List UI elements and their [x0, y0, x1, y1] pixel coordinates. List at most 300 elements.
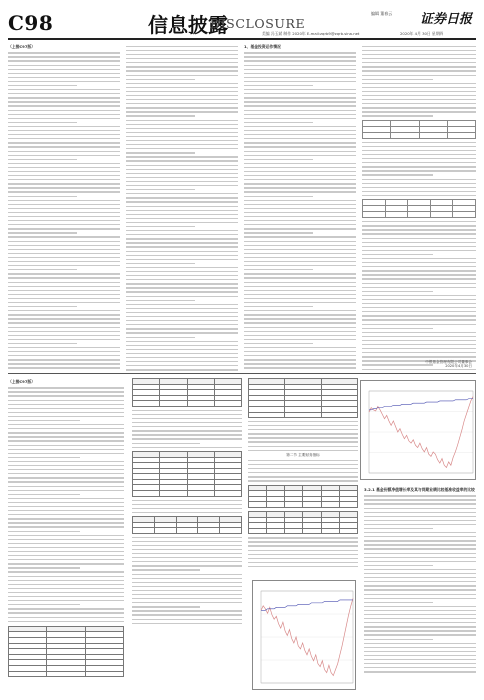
text-line [364, 606, 476, 607]
text-line [244, 257, 356, 258]
text-body [362, 46, 476, 117]
text-line [132, 594, 242, 595]
summary-table [362, 199, 476, 218]
text-line [362, 191, 476, 192]
text-line [126, 185, 238, 186]
text-line [132, 582, 242, 583]
text-line [244, 269, 313, 270]
text-body [8, 52, 120, 368]
upper-column-1 [8, 43, 120, 372]
text-line [244, 52, 356, 53]
page-header [0, 0, 484, 44]
text-line [364, 663, 476, 664]
text-line [244, 85, 313, 86]
text-body [248, 537, 358, 567]
text-line [126, 95, 238, 96]
text-line [8, 56, 120, 57]
column-lead: （上接C97版） [8, 379, 36, 384]
text-line [362, 233, 476, 234]
text-line [132, 553, 242, 554]
text-line [126, 304, 238, 305]
text-line [8, 269, 77, 270]
text-line [126, 177, 238, 178]
text-line [364, 569, 476, 570]
text-body [132, 410, 242, 448]
text-line [248, 566, 358, 567]
text-line [364, 577, 476, 578]
text-line [126, 271, 238, 272]
text-line [132, 574, 242, 575]
text-line [362, 162, 476, 163]
text-line [362, 150, 476, 151]
text-line [126, 128, 238, 129]
text-line [126, 312, 238, 313]
text-line [248, 550, 358, 551]
text-line [362, 278, 476, 279]
text-line [132, 557, 242, 558]
text-line [244, 277, 356, 278]
text-line [132, 541, 242, 542]
text-line [248, 441, 358, 442]
text-line [362, 54, 476, 55]
text-line [126, 279, 238, 280]
text-line [364, 524, 476, 525]
text-line [248, 437, 358, 438]
text-line [132, 426, 242, 427]
text-line [126, 83, 238, 84]
text-line [244, 167, 356, 168]
text-line [126, 275, 238, 276]
text-line [244, 175, 356, 176]
text-line [364, 598, 476, 599]
text-line [244, 196, 313, 197]
text-line [248, 421, 358, 422]
text-line [362, 115, 433, 116]
text-line [248, 558, 358, 559]
text-body [132, 537, 242, 624]
text-line [244, 294, 356, 295]
text-line [126, 255, 238, 256]
text-line [126, 136, 238, 137]
text-line [132, 598, 242, 599]
text-line [362, 307, 476, 308]
text-line [132, 565, 242, 566]
text-line [8, 175, 120, 176]
text-line [364, 626, 476, 627]
text-line [8, 612, 124, 613]
text-line [362, 287, 476, 288]
text-line [364, 639, 433, 640]
text-line [8, 253, 120, 254]
text-line [8, 453, 124, 454]
text-line [132, 586, 242, 587]
text-line [126, 349, 238, 350]
text-line [8, 163, 120, 164]
signature-line: 中银基金管理有限公司董事会 [425, 359, 472, 364]
text-line [8, 77, 120, 78]
text-line [362, 187, 476, 188]
text-line [8, 208, 120, 209]
text-line [8, 200, 120, 201]
text-line [244, 339, 356, 340]
text-line [132, 422, 242, 423]
text-line [364, 557, 476, 558]
text-line [132, 438, 242, 439]
text-line [126, 259, 238, 260]
text-line [8, 343, 77, 344]
lower-section [8, 378, 476, 692]
text-line [244, 310, 356, 311]
text-line [244, 302, 356, 303]
text-line [126, 267, 238, 268]
text-line [126, 70, 238, 71]
text-line [244, 77, 356, 78]
text-body [244, 52, 356, 368]
text-line [126, 54, 238, 55]
text-line [126, 332, 238, 333]
text-line [362, 179, 476, 180]
text-line [8, 105, 120, 106]
text-line [362, 95, 476, 96]
text-line [8, 359, 120, 360]
text-line [126, 218, 238, 219]
text-line [8, 584, 124, 585]
text-line [126, 320, 238, 321]
text-line [126, 238, 238, 239]
section-title-cn: 信息披露 [148, 13, 228, 37]
text-line [362, 315, 476, 316]
text-line [126, 124, 238, 125]
text-line [364, 614, 476, 615]
text-body [362, 221, 476, 372]
text-line [8, 555, 124, 556]
text-line [244, 306, 313, 307]
text-line [244, 122, 313, 123]
text-line [8, 355, 120, 356]
text-line [364, 528, 433, 529]
text-line [132, 561, 242, 562]
text-line [364, 634, 476, 635]
text-line [8, 335, 120, 336]
text-line [248, 460, 358, 461]
text-line [8, 551, 124, 552]
text-line [362, 311, 476, 312]
text-line [244, 282, 356, 283]
column-lead: （上接C97版） [8, 44, 36, 49]
text-line [8, 257, 120, 258]
text-line [8, 465, 124, 466]
signature-date: 2020年4月30日 [445, 363, 472, 368]
text-line [8, 306, 77, 307]
text-line [8, 118, 120, 119]
text-line [362, 166, 476, 167]
text-line [126, 357, 238, 358]
text-line [8, 224, 120, 225]
text-body [126, 46, 238, 371]
text-line [244, 298, 356, 299]
text-line [8, 563, 124, 564]
text-line [244, 130, 356, 131]
text-line [244, 105, 356, 106]
text-line [362, 258, 476, 259]
text-line [8, 151, 120, 152]
text-line [362, 174, 433, 175]
text-line [8, 621, 124, 622]
text-line [244, 265, 356, 266]
text-line [362, 91, 476, 92]
text-line [244, 327, 356, 328]
text-line [362, 319, 476, 320]
text-line [362, 250, 476, 251]
text-line [8, 130, 120, 131]
text-line [8, 494, 80, 495]
text-line [126, 46, 238, 47]
lower-column-1 [8, 378, 124, 692]
text-line [126, 189, 195, 190]
header-meta: 美编 冯玉斌 制作 2020年 E-mail:zqrb9@zqrb.sina.net [262, 31, 360, 36]
text-line [8, 518, 124, 519]
text-line [132, 610, 242, 611]
text-line [126, 169, 238, 170]
text-line [248, 541, 358, 542]
editor-credit: 编辑 董春云 [371, 11, 393, 16]
text-line [244, 286, 356, 287]
text-line [8, 60, 120, 61]
section-divider [8, 373, 476, 374]
text-line [8, 261, 120, 262]
text-line [8, 101, 120, 102]
text-line [8, 85, 77, 86]
text-line [132, 500, 242, 501]
text-line [126, 111, 238, 112]
text-line [244, 89, 356, 90]
text-line [132, 578, 242, 579]
text-line [362, 303, 476, 304]
text-line [244, 253, 356, 254]
text-line [244, 236, 356, 237]
text-line [126, 369, 238, 370]
text-line [8, 196, 77, 197]
holdings-table [8, 626, 124, 677]
text-line [364, 622, 476, 623]
text-line [362, 66, 476, 67]
text-line [244, 101, 356, 102]
text-line [248, 446, 358, 447]
text-line [126, 226, 195, 227]
text-line [362, 242, 476, 243]
text-line [126, 140, 238, 141]
text-body [248, 460, 358, 482]
text-line [132, 590, 242, 591]
text-line [362, 229, 476, 230]
text-line [362, 348, 476, 349]
text-line [126, 341, 238, 342]
text-line [362, 356, 476, 357]
text-line [8, 559, 124, 560]
text-line [244, 110, 356, 111]
issue-date: 2020年 4月 30日 星期四 [400, 31, 444, 36]
text-line [244, 187, 356, 188]
text-line [8, 73, 120, 74]
text-line [364, 581, 476, 582]
text-line [132, 447, 242, 448]
text-line [244, 208, 356, 209]
text-line [8, 212, 120, 213]
summary-table [362, 120, 476, 139]
text-line [364, 671, 476, 672]
text-line [126, 165, 238, 166]
text-line [364, 512, 476, 513]
text-line [244, 335, 356, 336]
text-line [364, 573, 476, 574]
text-line [8, 445, 124, 446]
text-line [244, 359, 356, 360]
text-line [8, 282, 120, 283]
text-line [248, 480, 358, 481]
text-line [8, 608, 124, 609]
text-line [244, 290, 356, 291]
text-line [364, 561, 476, 562]
text-line [8, 514, 124, 515]
signature-note [425, 360, 472, 368]
text-line [244, 69, 356, 70]
text-line [362, 283, 476, 284]
text-line [8, 449, 124, 450]
text-line [8, 363, 120, 364]
text-line [132, 549, 242, 550]
text-body [362, 142, 476, 196]
text-line [126, 242, 238, 243]
text-line [132, 512, 242, 513]
header-rule [8, 38, 476, 40]
text-body [132, 500, 242, 514]
text-line [362, 107, 476, 108]
text-line [8, 310, 120, 311]
text-line [132, 414, 242, 415]
text-line [126, 316, 238, 317]
lower-column-2 [132, 378, 242, 692]
text-line [362, 299, 476, 300]
text-line [244, 114, 356, 115]
text-line [362, 46, 476, 47]
text-line [126, 291, 238, 292]
text-line [126, 287, 238, 288]
text-line [364, 516, 476, 517]
text-line [8, 286, 120, 287]
text-line [364, 667, 476, 668]
text-line [248, 476, 358, 477]
text-line [244, 232, 313, 233]
text-line [362, 70, 476, 71]
text-line [8, 543, 124, 544]
upper-column-3 [244, 43, 356, 372]
text-line [8, 510, 124, 511]
text-line [8, 52, 120, 53]
text-line [364, 655, 476, 656]
text-line [126, 75, 238, 76]
text-line [126, 251, 238, 252]
text-line [244, 60, 356, 61]
text-line [8, 367, 120, 368]
text-line [8, 412, 124, 413]
text-line [8, 539, 124, 540]
text-line [8, 600, 124, 601]
benchmark-series-line [369, 399, 473, 410]
text-line [8, 142, 120, 143]
text-line [244, 171, 356, 172]
text-line [8, 331, 120, 332]
text-line [364, 643, 476, 644]
text-line [244, 245, 356, 246]
text-line [8, 522, 124, 523]
text-line [132, 619, 242, 620]
text-line [126, 214, 238, 215]
text-line [8, 490, 124, 491]
text-line [362, 158, 476, 159]
text-line [244, 224, 356, 225]
text-line [126, 230, 238, 231]
section-title-en: DISCLOSURE [210, 16, 306, 31]
text-line [8, 408, 124, 409]
text-line [126, 181, 238, 182]
text-line [362, 75, 476, 76]
text-line [132, 569, 200, 570]
text-line [364, 553, 476, 554]
text-line [8, 339, 120, 340]
text-line [362, 103, 476, 104]
text-line [126, 91, 238, 92]
text-line [362, 274, 476, 275]
text-line [126, 144, 238, 145]
text-body [364, 495, 476, 672]
text-line [126, 300, 195, 301]
text-line [364, 495, 476, 496]
text-line [248, 545, 358, 546]
text-line [362, 142, 476, 143]
text-line [126, 66, 238, 67]
text-body [248, 421, 358, 451]
text-line [362, 99, 476, 100]
text-line [8, 171, 120, 172]
text-line [8, 473, 124, 474]
text-line [8, 571, 124, 572]
text-line [362, 295, 476, 296]
text-line [362, 340, 476, 341]
text-line [362, 270, 476, 271]
text-line [126, 296, 238, 297]
text-line [248, 433, 358, 434]
text-line [244, 351, 356, 352]
text-line [132, 623, 242, 624]
text-line [126, 99, 238, 100]
financial-indicator-table [248, 378, 358, 418]
text-line [8, 183, 120, 184]
text-line [132, 443, 200, 444]
text-line [8, 617, 124, 618]
text-line [126, 132, 238, 133]
text-line [8, 588, 124, 589]
text-line [8, 236, 120, 237]
text-line [244, 183, 356, 184]
text-line [364, 520, 476, 521]
line-chart [361, 381, 477, 481]
text-line [8, 461, 124, 462]
text-line [244, 216, 356, 217]
text-line [248, 472, 358, 473]
text-line [126, 365, 238, 366]
text-line [8, 580, 124, 581]
text-line [132, 606, 200, 607]
